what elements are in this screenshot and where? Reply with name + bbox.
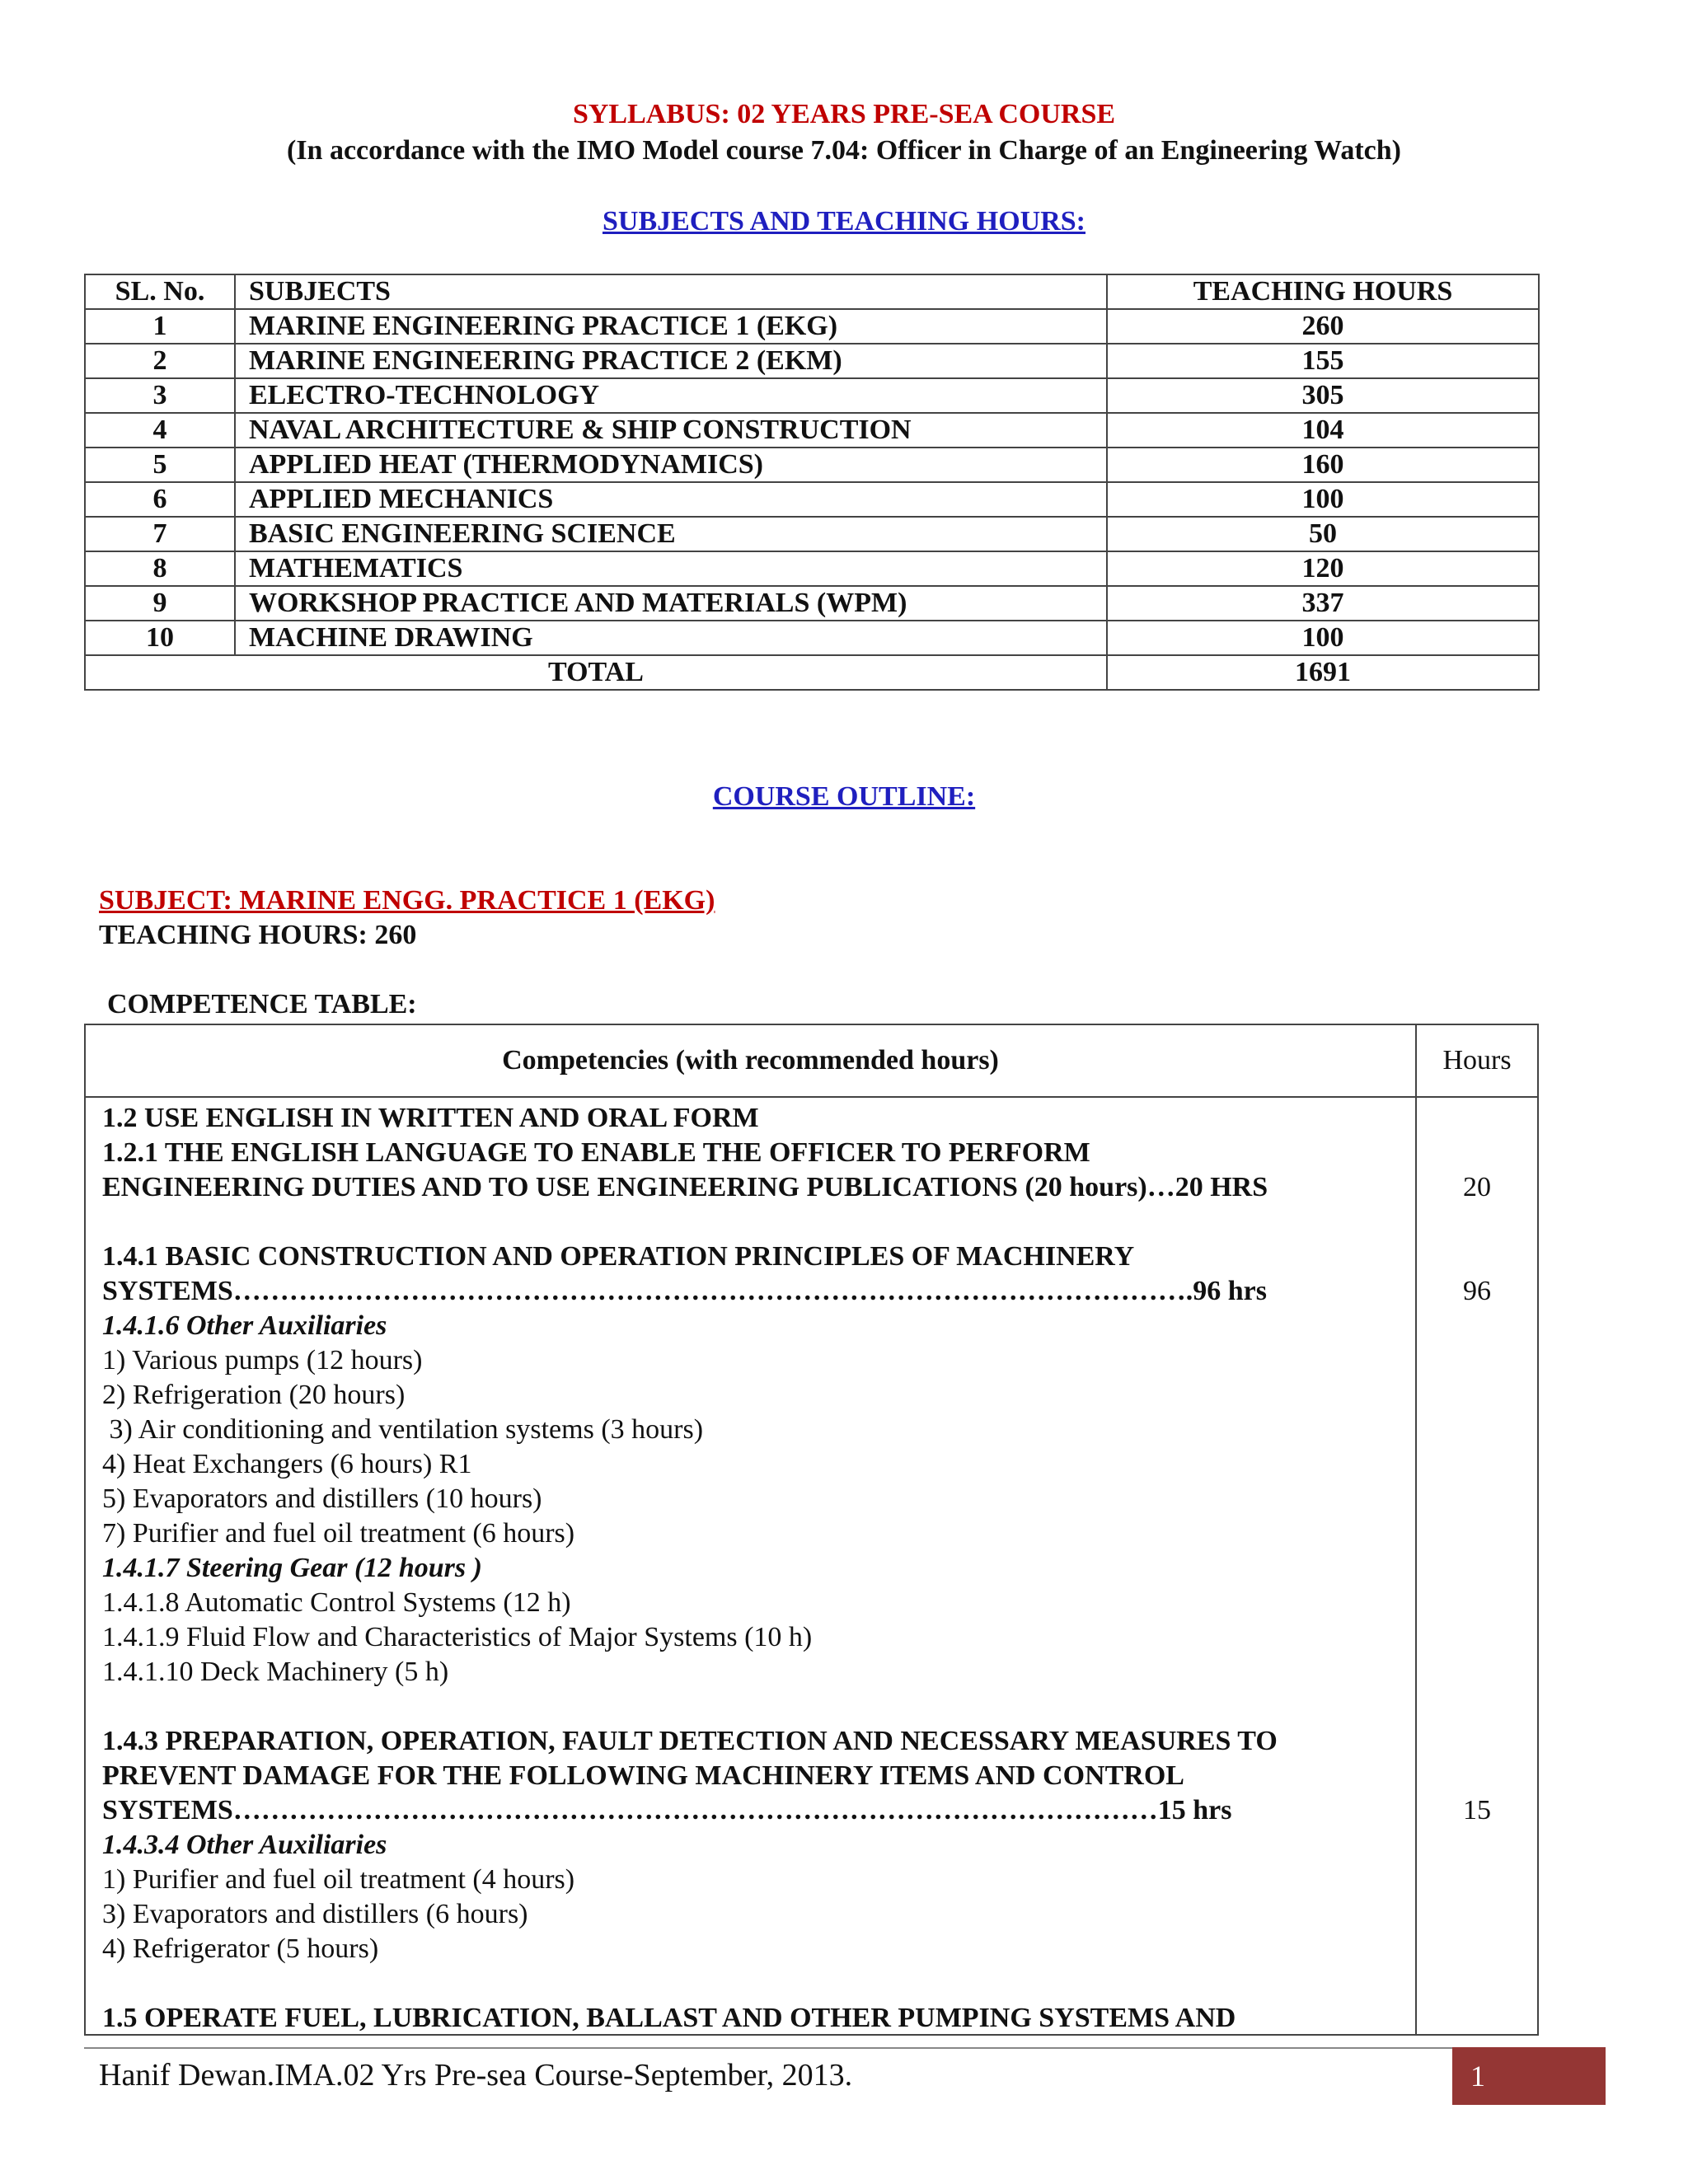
- row-hours: 305: [1107, 378, 1539, 413]
- row-hours: 337: [1107, 586, 1539, 621]
- course-outline-heading: COURSE OUTLINE:: [712, 781, 976, 812]
- row-subject: MARINE ENGINEERING PRACTICE 1 (EKG): [235, 309, 1107, 344]
- total-label: TOTAL: [85, 655, 1107, 690]
- header-subjects: SUBJECTS: [235, 274, 1107, 309]
- competence-line: ENGINEERING DUTIES AND TO USE ENGINEERING PUBLICATIONS (20 hours)…20 HRS: [102, 1172, 1268, 1202]
- row-no: 6: [85, 482, 235, 517]
- subjects-table: [84, 274, 1540, 691]
- row-subject: MARINE ENGINEERING PRACTICE 2 (EKM): [235, 344, 1107, 378]
- competence-line: 1.4.1.10 Deck Machinery (5 h): [102, 1657, 449, 1687]
- page-title: SYLLABUS: 02 YEARS PRE-SEA COURSE: [572, 99, 1116, 129]
- table-row: [85, 448, 1539, 482]
- teaching-hours-label: TEACHING HOURS: 260: [99, 920, 417, 950]
- competence-line: 1.2 USE ENGLISH IN WRITTEN AND ORAL FORM: [102, 1103, 759, 1133]
- competence-table: [84, 1024, 1539, 2036]
- competence-line: 2) Refrigeration (20 hours): [102, 1380, 406, 1410]
- table-row: [85, 309, 1539, 344]
- competence-line: 1) Purifier and fuel oil treatment (4 hours): [102, 1864, 575, 1895]
- row-subject: NAVAL ARCHITECTURE & SHIP CONSTRUCTION: [235, 413, 1107, 448]
- hours-value: 15: [1463, 1795, 1491, 1825]
- row-no: 1: [85, 309, 235, 344]
- competence-subheading: 1.4.3.4 Other Auxiliaries: [102, 1830, 387, 1860]
- header-sl-no: SL. No.: [85, 274, 235, 309]
- header-hours: Hours: [1442, 1045, 1512, 1076]
- competence-line: 5) Evaporators and distillers (10 hours): [102, 1483, 542, 1514]
- row-subject: ELECTRO-TECHNOLOGY: [235, 378, 1107, 413]
- competence-table-label: COMPETENCE TABLE:: [107, 989, 417, 1019]
- table-row: [85, 482, 1539, 517]
- row-no: 2: [85, 344, 235, 378]
- hours-value: 96: [1463, 1276, 1491, 1306]
- row-no: 4: [85, 413, 235, 448]
- table-row: [85, 586, 1539, 621]
- row-subject: APPLIED HEAT (THERMODYNAMICS): [235, 448, 1107, 482]
- row-no: 5: [85, 448, 235, 482]
- competence-line: 1.4.1 BASIC CONSTRUCTION AND OPERATION PRINCIPLES OF MACHINERY: [102, 1241, 1135, 1272]
- competence-line: 3) Air conditioning and ventilation systems (3 hours): [102, 1414, 704, 1445]
- row-subject: BASIC ENGINEERING SCIENCE: [235, 517, 1107, 551]
- total-row: [85, 655, 1539, 690]
- competence-line: 3) Evaporators and distillers (6 hours): [102, 1899, 528, 1929]
- header-competencies: Competencies (with recommended hours): [502, 1045, 999, 1076]
- competence-line: 7) Purifier and fuel oil treatment (6 hours): [102, 1518, 575, 1549]
- table-header-row: [85, 274, 1539, 309]
- row-hours: 104: [1107, 413, 1539, 448]
- row-subject: MATHEMATICS: [235, 551, 1107, 586]
- competence-line: 4) Refrigerator (5 hours): [102, 1933, 379, 1964]
- competence-line: 1.4.1.8 Automatic Control Systems (12 h): [102, 1587, 571, 1618]
- row-hours: 120: [1107, 551, 1539, 586]
- table-row: [85, 413, 1539, 448]
- competence-line: 1.2.1 THE ENGLISH LANGUAGE TO ENABLE THE OFFICER TO PERFORM: [102, 1137, 1090, 1168]
- row-hours: 50: [1107, 517, 1539, 551]
- row-no: 9: [85, 586, 235, 621]
- footer-text: Hanif Dewan.IMA.02 Yrs Pre-sea Course-September, 2013.: [99, 2058, 853, 2093]
- footer-divider: [84, 2047, 1606, 2049]
- subject-title: SUBJECT: MARINE ENGG. PRACTICE 1 (EKG): [99, 885, 715, 916]
- row-hours: 260: [1107, 309, 1539, 344]
- competence-line: 1) Various pumps (12 hours): [102, 1345, 423, 1376]
- row-no: 3: [85, 378, 235, 413]
- page-subtitle: (In accordance with the IMO Model course 7.04: Officer in Charge of an Engineering Watch): [287, 135, 1401, 166]
- row-subject: WORKSHOP PRACTICE AND MATERIALS (WPM): [235, 586, 1107, 621]
- competence-line: 1.5 OPERATE FUEL, LUBRICATION, BALLAST AND OTHER PUMPING SYSTEMS AND: [102, 2003, 1236, 2033]
- row-hours: 155: [1107, 344, 1539, 378]
- table-row: [85, 621, 1539, 655]
- hours-value: 20: [1463, 1172, 1491, 1202]
- competence-subheading: 1.4.1.6 Other Auxiliaries: [102, 1310, 387, 1341]
- competence-line: 1.4.1.9 Fluid Flow and Characteristics of Major Systems (10 h): [102, 1622, 813, 1652]
- row-no: 7: [85, 517, 235, 551]
- competence-line: SYSTEMS………………………………………………………………………………………15 hrs: [102, 1795, 1232, 1825]
- row-hours: 100: [1107, 621, 1539, 655]
- header-teaching-hours: TEACHING HOURS: [1107, 274, 1539, 309]
- row-hours: 160: [1107, 448, 1539, 482]
- row-no: 8: [85, 551, 235, 586]
- competence-line: PREVENT DAMAGE FOR THE FOLLOWING MACHINERY ITEMS AND CONTROL: [102, 1760, 1184, 1791]
- row-subject: MACHINE DRAWING: [235, 621, 1107, 655]
- subjects-heading: SUBJECTS AND TEACHING HOURS:: [602, 206, 1085, 237]
- competence-line: 1.4.3 PREPARATION, OPERATION, FAULT DETECTION AND NECESSARY MEASURES TO: [102, 1726, 1278, 1756]
- table-row: [85, 551, 1539, 586]
- row-hours: 100: [1107, 482, 1539, 517]
- competence-subheading: 1.4.1.7 Steering Gear (12 hours ): [102, 1553, 482, 1583]
- row-no: 10: [85, 621, 235, 655]
- table-row: [85, 378, 1539, 413]
- competence-line: 4) Heat Exchangers (6 hours) R1: [102, 1449, 472, 1479]
- page-number: 1: [1452, 2047, 1606, 2105]
- competence-line: SYSTEMS………………………………………………………………………………………….96 hrs: [102, 1276, 1267, 1306]
- table-row: [85, 344, 1539, 378]
- row-subject: APPLIED MECHANICS: [235, 482, 1107, 517]
- total-value: 1691: [1107, 655, 1539, 690]
- table-row: [85, 517, 1539, 551]
